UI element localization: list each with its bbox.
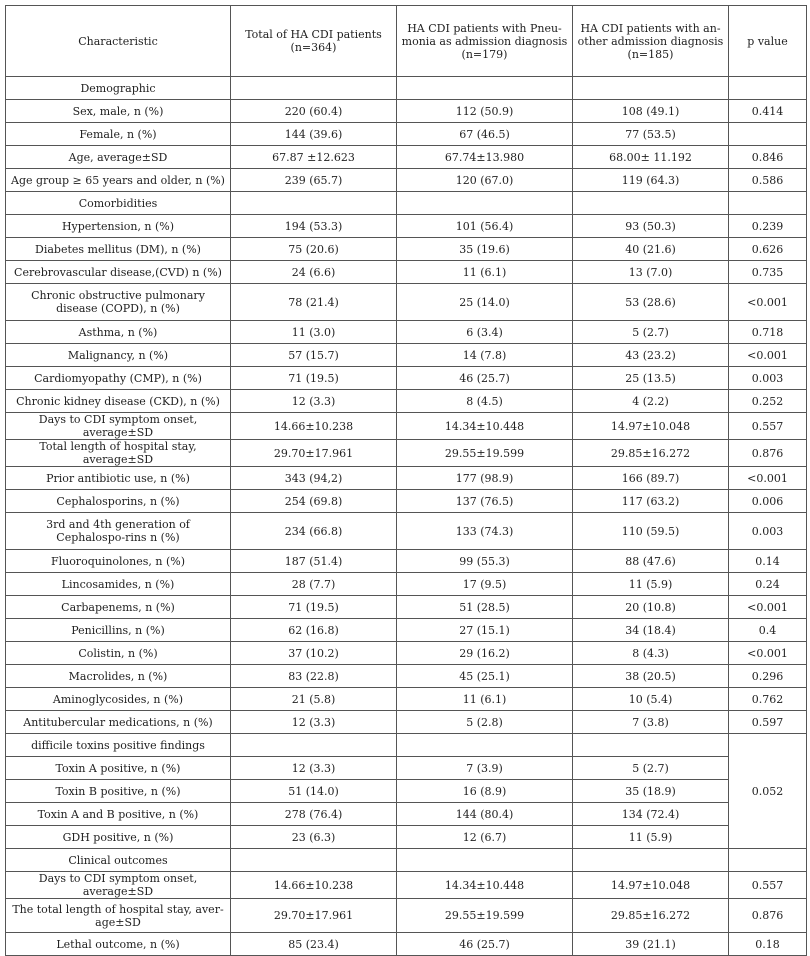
cell-pneumonia: 112 (50.9) (397, 100, 573, 123)
cell-other: 68.00± 11.192 (573, 146, 729, 169)
cell-pneumonia: 51 (28.5) (397, 596, 573, 619)
cell-other: 117 (63.2) (573, 490, 729, 513)
cell-label: Cephalosporins, n (%) (6, 490, 231, 513)
cell-total: 75 (20.6) (231, 238, 397, 261)
cell-other: 108 (49.1) (573, 100, 729, 123)
cell-pneumonia: 14.34±10.448 (397, 872, 573, 899)
cell-total: 220 (60.4) (231, 100, 397, 123)
cell-total: 57 (15.7) (231, 344, 397, 367)
cell-other: 43 (23.2) (573, 344, 729, 367)
header-pneumonia: HA CDI patients with Pneu-monia as admission diagnosis (n=179) (397, 6, 573, 77)
cell-label: Days to CDI symptom onset, average±SD (6, 413, 231, 440)
cell-label: Total length of hospital stay, average±SD (6, 440, 231, 467)
cell-pvalue: 0.762 (729, 688, 807, 711)
cell-pneumonia: 137 (76.5) (397, 490, 573, 513)
header-row (6, 6, 807, 77)
cell-other: 77 (53.5) (573, 123, 729, 146)
cell-pvalue: 0.003 (729, 367, 807, 390)
cell-other: 7 (3.8) (573, 711, 729, 734)
cell-pneumonia: 46 (25.7) (397, 367, 573, 390)
table-row (6, 711, 807, 734)
cell-label: Days to CDI symptom onset, average±SD (6, 872, 231, 899)
cell-total: 29.70±17.961 (231, 899, 397, 933)
cell-pvalue: 0.718 (729, 321, 807, 344)
cell-total: 71 (19.5) (231, 367, 397, 390)
cell-pvalue: 0.876 (729, 440, 807, 467)
cell-label: Chronic kidney disease (CKD), n (%) (6, 390, 231, 413)
table-row (6, 513, 807, 550)
cell-label: Cerebrovascular disease,(CVD) n (%) (6, 261, 231, 284)
cell-pneumonia: 29 (16.2) (397, 642, 573, 665)
cell-total: 24 (6.6) (231, 261, 397, 284)
cell-other: 39 (21.1) (573, 933, 729, 956)
table-row (6, 123, 807, 146)
cell-pneumonia: 46 (25.7) (397, 933, 573, 956)
cell-other: 53 (28.6) (573, 284, 729, 321)
cell-label: Fluoroquinolones, n (%) (6, 550, 231, 573)
cell-other: 29.85±16.272 (573, 899, 729, 933)
cell-pneumonia: 17 (9.5) (397, 573, 573, 596)
table-row (6, 933, 807, 956)
cell-pneumonia: 14.34±10.448 (397, 413, 573, 440)
cell-other: 13 (7.0) (573, 261, 729, 284)
cell-label: Hypertension, n (%) (6, 215, 231, 238)
cell-label: Asthma, n (%) (6, 321, 231, 344)
cell-label: Prior antibiotic use, n (%) (6, 467, 231, 490)
cell-label: Toxin B positive, n (%) (6, 780, 231, 803)
cell-other: 119 (64.3) (573, 169, 729, 192)
cell-pneumonia: 25 (14.0) (397, 284, 573, 321)
cell-total: 37 (10.2) (231, 642, 397, 665)
cell-total: 343 (94,2) (231, 467, 397, 490)
table-row (6, 146, 807, 169)
cell-pvalue: 0.557 (729, 413, 807, 440)
table-row (6, 284, 807, 321)
cell-label: Carbapenems, n (%) (6, 596, 231, 619)
cell-total: 12 (3.3) (231, 711, 397, 734)
cell-total: 67.87 ±12.623 (231, 146, 397, 169)
cell-other: 5 (2.7) (573, 757, 729, 780)
table-row (6, 490, 807, 513)
cell-other: 35 (18.9) (573, 780, 729, 803)
cell-total: 11 (3.0) (231, 321, 397, 344)
cell-pneumonia: 67 (46.5) (397, 123, 573, 146)
cell-other: 8 (4.3) (573, 642, 729, 665)
cell-pneumonia: 29.55±19.599 (397, 440, 573, 467)
cell-other: 88 (47.6) (573, 550, 729, 573)
section-comorbidities: Comorbidities (6, 192, 231, 215)
cell-label: Penicillins, n (%) (6, 619, 231, 642)
cell-pvalue: 0.597 (729, 711, 807, 734)
table-row (6, 899, 807, 933)
cell-other: 93 (50.3) (573, 215, 729, 238)
cell-pneumonia: 11 (6.1) (397, 688, 573, 711)
cell-label: The total length of hospital stay, aver-age±SD (6, 899, 231, 933)
cell-pneumonia: 27 (15.1) (397, 619, 573, 642)
cell-total: 28 (7.7) (231, 573, 397, 596)
table-row (6, 440, 807, 467)
cell-pneumonia: 12 (6.7) (397, 826, 573, 849)
cell-label: Cardiomyopathy (CMP), n (%) (6, 367, 231, 390)
cell-pneumonia: 5 (2.8) (397, 711, 573, 734)
cell-pneumonia: 144 (80.4) (397, 803, 573, 826)
cell-total: 239 (65.7) (231, 169, 397, 192)
cell-other: 166 (89.7) (573, 467, 729, 490)
table-row (6, 826, 807, 849)
cell-total: 29.70±17.961 (231, 440, 397, 467)
cell-other: 110 (59.5) (573, 513, 729, 550)
cell-total: 278 (76.4) (231, 803, 397, 826)
cell-pneumonia: 133 (74.3) (397, 513, 573, 550)
table-row (6, 215, 807, 238)
cell-label: Age group ≥ 65 years and older, n (%) (6, 169, 231, 192)
table-row (6, 261, 807, 284)
cell-pneumonia: 101 (56.4) (397, 215, 573, 238)
table-row (6, 619, 807, 642)
cell-pvalue: 0.557 (729, 872, 807, 899)
table-row (6, 169, 807, 192)
table-row (6, 238, 807, 261)
cell-pneumonia: 7 (3.9) (397, 757, 573, 780)
cell-label: 3rd and 4th generation of Cephalospo-rins n (%) (6, 513, 231, 550)
cell-other: 34 (18.4) (573, 619, 729, 642)
cell-other: 20 (10.8) (573, 596, 729, 619)
cell-label: Female, n (%) (6, 123, 231, 146)
cell-label: Lethal outcome, n (%) (6, 933, 231, 956)
cell-total: 14.66±10.238 (231, 872, 397, 899)
cell-label: Age, average±SD (6, 146, 231, 169)
table-row (6, 100, 807, 123)
cell-pneumonia: 29.55±19.599 (397, 899, 573, 933)
cell-other: 11 (5.9) (573, 573, 729, 596)
cell-label: GDH positive, n (%) (6, 826, 231, 849)
table-row (6, 642, 807, 665)
header-characteristic: Characteristic (6, 6, 231, 77)
cell-pneumonia: 120 (67.0) (397, 169, 573, 192)
cell-pvalue: 0.24 (729, 573, 807, 596)
cell-pvalue: 0.239 (729, 215, 807, 238)
cell-pvalue: 0.296 (729, 665, 807, 688)
section-row (6, 849, 807, 872)
table-row (6, 596, 807, 619)
cell-total: 234 (66.8) (231, 513, 397, 550)
cell-total: 23 (6.3) (231, 826, 397, 849)
cell-pneumonia: 99 (55.3) (397, 550, 573, 573)
cell-label: Sex, male, n (%) (6, 100, 231, 123)
cell-pvalue: <0.001 (729, 596, 807, 619)
cell-other: 14.97±10.048 (573, 872, 729, 899)
header-pvalue: p value (729, 6, 807, 77)
cell-pvalue: 0.18 (729, 933, 807, 956)
cell-label: Lincosamides, n (%) (6, 573, 231, 596)
table-row (6, 467, 807, 490)
cell-other: 29.85±16.272 (573, 440, 729, 467)
cell-label: Colistin, n (%) (6, 642, 231, 665)
cell-pvalue: 0.4 (729, 619, 807, 642)
table-row (6, 780, 807, 803)
table-row (6, 688, 807, 711)
cell-other: 40 (21.6) (573, 238, 729, 261)
cell-label: Toxin A and B positive, n (%) (6, 803, 231, 826)
cell-pneumonia: 35 (19.6) (397, 238, 573, 261)
cell-pvalue: 0.252 (729, 390, 807, 413)
cell-total: 85 (23.4) (231, 933, 397, 956)
cell-total: 144 (39.6) (231, 123, 397, 146)
section-row (6, 192, 807, 215)
cell-total: 12 (3.3) (231, 390, 397, 413)
header-other: HA CDI patients with an-other admission diagnosis (n=185) (573, 6, 729, 77)
table-row (6, 665, 807, 688)
cell-total: 51 (14.0) (231, 780, 397, 803)
cell-total: 194 (53.3) (231, 215, 397, 238)
cell-total: 21 (5.8) (231, 688, 397, 711)
cell-pneumonia: 177 (98.9) (397, 467, 573, 490)
cell-pvalue: 0.003 (729, 513, 807, 550)
cell-pvalue (729, 123, 807, 146)
cell-pvalue: 0.735 (729, 261, 807, 284)
table-row (6, 321, 807, 344)
cell-pvalue: <0.001 (729, 344, 807, 367)
table-row (6, 550, 807, 573)
cell-other: 10 (5.4) (573, 688, 729, 711)
cell-pneumonia: 14 (7.8) (397, 344, 573, 367)
cell-total: 12 (3.3) (231, 757, 397, 780)
cell-other: 5 (2.7) (573, 321, 729, 344)
cell-total: 78 (21.4) (231, 284, 397, 321)
section-row (6, 734, 807, 757)
cell-pvalue: <0.001 (729, 642, 807, 665)
table-row (6, 573, 807, 596)
section-toxins: difficile toxins positive findings (6, 734, 231, 757)
cell-pvalue: <0.001 (729, 284, 807, 321)
section-outcomes: Clinical outcomes (6, 849, 231, 872)
cell-pneumonia: 8 (4.5) (397, 390, 573, 413)
cell-other: 11 (5.9) (573, 826, 729, 849)
cell-pvalue: 0.14 (729, 550, 807, 573)
header-total: Total of HA CDI patients (n=364) (231, 6, 397, 77)
cell-label: Toxin A positive, n (%) (6, 757, 231, 780)
cell-pneumonia: 67.74±13.980 (397, 146, 573, 169)
cell-pvalue: 0.876 (729, 899, 807, 933)
cell-label: Chronic obstructive pulmonary disease (COPD), n (%) (6, 284, 231, 321)
cell-pvalue-toxins: 0.052 (729, 734, 807, 849)
cell-pvalue: 0.586 (729, 169, 807, 192)
cell-other: 14.97±10.048 (573, 413, 729, 440)
cell-label: Macrolides, n (%) (6, 665, 231, 688)
cell-total: 71 (19.5) (231, 596, 397, 619)
cell-pvalue: 0.626 (729, 238, 807, 261)
table-row (6, 390, 807, 413)
cell-pvalue: 0.414 (729, 100, 807, 123)
cell-other: 4 (2.2) (573, 390, 729, 413)
cell-other: 38 (20.5) (573, 665, 729, 688)
cell-label: Antitubercular medications, n (%) (6, 711, 231, 734)
cell-total: 83 (22.8) (231, 665, 397, 688)
table-row (6, 872, 807, 899)
cell-total: 14.66±10.238 (231, 413, 397, 440)
cell-total: 62 (16.8) (231, 619, 397, 642)
cell-pvalue: 0.006 (729, 490, 807, 513)
cell-total: 187 (51.4) (231, 550, 397, 573)
cell-pvalue: 0.846 (729, 146, 807, 169)
cell-pneumonia: 45 (25.1) (397, 665, 573, 688)
cell-other: 134 (72.4) (573, 803, 729, 826)
cell-pvalue: <0.001 (729, 467, 807, 490)
section-demographic: Demographic (6, 77, 231, 100)
table-row (6, 344, 807, 367)
cell-label: Malignancy, n (%) (6, 344, 231, 367)
cell-pneumonia: 6 (3.4) (397, 321, 573, 344)
data-table (5, 5, 807, 956)
table-row (6, 367, 807, 390)
table-row (6, 413, 807, 440)
cell-label: Aminoglycosides, n (%) (6, 688, 231, 711)
section-row (6, 77, 807, 100)
cell-total: 254 (69.8) (231, 490, 397, 513)
table-row (6, 757, 807, 780)
cell-label: Diabetes mellitus (DM), n (%) (6, 238, 231, 261)
cell-other: 25 (13.5) (573, 367, 729, 390)
cell-pneumonia: 16 (8.9) (397, 780, 573, 803)
table-row (6, 803, 807, 826)
cell-pneumonia: 11 (6.1) (397, 261, 573, 284)
